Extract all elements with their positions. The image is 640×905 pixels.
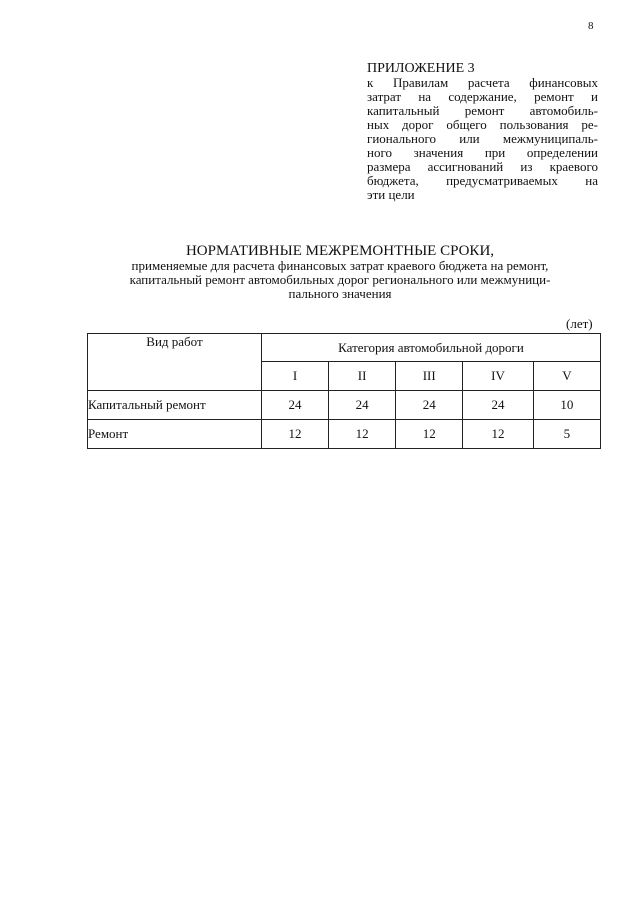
appendix-line: капитальный ремонт автомобиль- xyxy=(367,103,598,118)
appendix-line: к Правилам расчета финансовых xyxy=(367,75,598,90)
category-header: II xyxy=(329,362,396,391)
appendix-title: ПРИЛОЖЕНИЕ 3 xyxy=(367,61,475,76)
appendix-line: ных дорог общего пользования ре- xyxy=(367,117,598,132)
category-header: IV xyxy=(463,362,534,391)
row-label: Ремонт xyxy=(88,420,262,449)
table-cell: 24 xyxy=(463,391,534,420)
page-number: 8 xyxy=(588,20,594,32)
appendix-line: размера ассигнований из краевого xyxy=(367,159,598,174)
category-header: III xyxy=(396,362,463,391)
column-header-road-category: Категория автомобильной дороги xyxy=(262,334,601,362)
table-cell: 24 xyxy=(329,391,396,420)
table-row xyxy=(88,391,601,420)
column-header-work-type: Вид работ xyxy=(88,334,262,391)
heading-subtitle-line: применяемые для расчета финансовых затрат краевого бюджета на ремонт, xyxy=(131,258,549,273)
appendix-line: гионального или межмуниципаль- xyxy=(367,131,598,146)
norms-table xyxy=(87,333,601,449)
heading-subtitle-line: пального значения xyxy=(288,286,392,301)
table-cell: 12 xyxy=(262,420,329,449)
table-cell: 24 xyxy=(262,391,329,420)
document-heading xyxy=(80,243,600,301)
units-label: (лет) xyxy=(566,316,593,331)
table-cell: 12 xyxy=(396,420,463,449)
table-cell: 12 xyxy=(463,420,534,449)
category-header: V xyxy=(533,362,600,391)
table-cell: 10 xyxy=(533,391,600,420)
appendix-line: бюджета, предусматриваемых на xyxy=(367,173,598,188)
table-header-row xyxy=(88,334,601,362)
appendix-line: ного значения при определении xyxy=(367,145,598,160)
appendix-line: эти цели xyxy=(367,187,415,202)
heading-title: НОРМАТИВНЫЕ МЕЖРЕМОНТНЫЕ СРОКИ, xyxy=(185,243,495,259)
heading-subtitle-line: капитальный ремонт автомобильных дорог регионального или межмуници- xyxy=(129,272,551,287)
row-label: Капитальный ремонт xyxy=(88,391,262,420)
appendix-block xyxy=(367,62,598,202)
table-row xyxy=(88,420,601,449)
table-cell: 12 xyxy=(329,420,396,449)
category-header: I xyxy=(262,362,329,391)
table-cell: 5 xyxy=(533,420,600,449)
table-cell: 24 xyxy=(396,391,463,420)
appendix-line: затрат на содержание, ремонт и xyxy=(367,89,598,104)
